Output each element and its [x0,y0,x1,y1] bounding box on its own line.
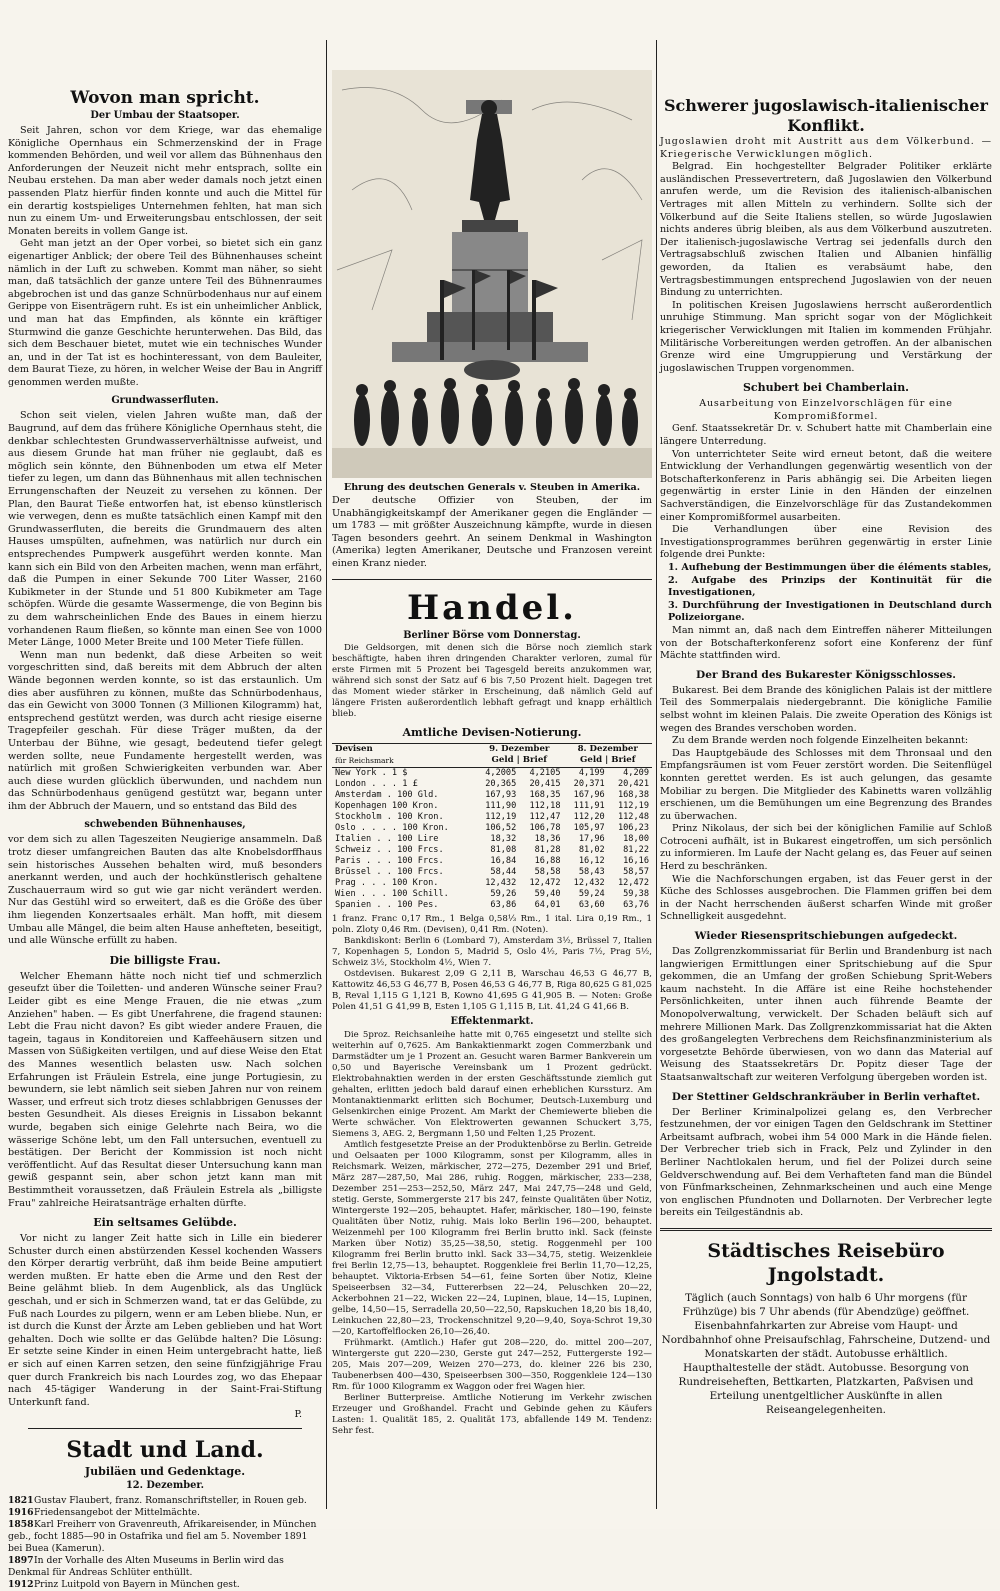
table-cell: 58,58 [534,866,561,877]
table-cell: 16,12 [578,855,605,866]
paragraph: Geht man jetzt an der Oper vorbei, so bietet sich ein ganz eigenartiger Anblick; der obere Teil des Bühnenhauses scheint nämlich in der Luft zu schweben. Kommt man näher, so sieht man, daß tatsächlich der ganze untere Teil des Bühnenraumes abgebrochen ist und das ganze Schnürbodenhaus nur auf einem Gerippe von Eisenträgern ruht. Es ist ein unheimlicher Anblick, und man hat das Empfinden, als könnte ein kräftiger Sturmwind die ganze Geschichte herunterwehen. Das Bild, das sich dem Beschauer bietet, mutet wie ein technisches Wunder an, und in der Tat ist es hochinteressant, von dem Bauleiter, dem Baurat Tieze, zu hören, in welcher Weise der Bau in Angriff genommen werden mußte. [8,238,322,388]
section-heading: Grundwasserfluten. [111,395,219,407]
paragraph: Vor nicht zu langer Zeit hatte sich in Lille ein biederer Schuster durch einen abstürzenden Kessel kochenden Wassers den Körper derartig verbrüht, daß ihm beide Beine amputiert werden mußten. Er hatte eben die Arme und den Rest der Beine gelähmt blieb. In dem Augenblick, als das Unglück geschah, und er sich in Schmerzen wand, tat er das Gelübde, zu Fuß nach Lourdes zu pilgern, wenn er am Leben bliebe. Nun, er ist durch die Kunst der Ärzte am Leben geblieben und hat Wort gehalten. Doch wie sollte er das Gelübde halten? Die Lösung: Er setzte seine Kinder in einen Heim untergebracht hatte, ließ er sich auf einen Karren setzen, den seine fünfzigjährige Frau quer durch Frankreich bis nach Lourdes zog, wo das Ehepaar nach 45-tägiger Wanderung in der Saint-Frai-Stiftung Unterkunft fand. [8,1233,322,1408]
table-cell: 167,93 [485,789,517,800]
table-cell: 20,421 [617,778,649,789]
table-cell: 58,44 [490,866,517,877]
table-cell: 63,76 [623,899,649,910]
article-heading: Ein seltsames Gelübde. [93,1216,237,1230]
table-cell: 4,2005 [485,767,517,778]
table-cell: Spanien . . 100 Pes. [335,899,439,910]
table-row [332,823,652,834]
list-item: 3. Durchführung der Investigationen in Deutschland durch Polizeiorgane. [668,599,992,624]
table-cell: 18,32 [490,833,517,844]
table-cell: 16,84 [490,855,517,866]
anniversary-text: In der Vorhalle des Alten Museums in Berlin wird das Denkmal für Andreas Schlüter enthüllt. [8,1555,284,1579]
table-cell: Wien . . . 100 Schill. [335,888,449,899]
table-cell: 18,00 [623,833,649,844]
table-cell: 106,52 [485,822,517,833]
table-row [332,812,652,823]
table-cell: 59,24 [578,888,605,899]
paragraph: Das Zollgrenzkommissariat für Berlin und Brandenburg ist nach langwierigen Ermittlungen einer Spritschiebung auf die Spur gekommen, die an Umfang der großen Schiebung Sprit-Webers kaum nachsteht. In die Affäre ist eine Reihe hochstehender Persönlichkeiten, unter ihnen auch führende Beamte der Monopolverwaltung, verwickelt. Der Schaden beläuft sich auf mehrere Millionen Mark. Das Zollgrenzkommissariat hat die Akten des großangelegten Verbrechens dem Reichsfinanzministerium als vorgesetzte Behörde überwiesen, von wo dann das Material auf Weisung des Staatssekretärs Dr. Popitz dieser Tage der Staatsanwaltschaft zur weiteren Verfolgung übergeben worden ist. [660,946,992,1083]
column-rule [326,40,327,1509]
paragraph: Die Verhandlungen über eine Revision des Investigationsprogrammes berühren gegenwärtig in erster Linie folgende drei Punkte: [660,524,992,561]
section-heading: schwebenden Bühnenhauses, [84,819,246,831]
anniversary-text: Prinz Luitpold von Bayern in München gest. [34,1579,240,1591]
table-cell: 112,19 [617,800,649,811]
table-cell: 16,16 [623,855,649,866]
paragraph: Genf. Staatssekretär Dr. v. Schubert hatte mit Chamberlain eine längere Unterredung. [660,423,992,448]
table-cell: 168,38 [617,789,649,800]
paragraph: Belgrad. Ein hochgestellter Belgrader Politiker erklärte ausländischen Pressevertretern, daß Jugoslawien den Völkerbund anrufen werde, um die Revision des italienisch-albanischen Vertrages mit allen Mitteln zu verhindern. Sollte sich der Völkerbund auf die Seite Italiens stellen, so würde Jugoslawien nichts anderes übrig bleiben, als aus dem Völkerbund auszutreten. Der italienisch-jugoslawische Vertrag sei jedenfalls durch den Vertragsabschluß zwischen Italien und Albanien hinfällig geworden, da Italien es verabsäumt habe, den Vertragsbestimmungen entsprechend Jugoslawien von der neuen Bindung zu unterrichten. [660,161,992,299]
table-cell: Paris . . . 100 Frcs. [335,855,444,866]
table-cell: London . . . 1 £ [335,778,418,789]
table-cell: 112,20 [573,811,605,822]
list-item: 1. Aufhebung der Bestimmungen über die éléments stables, [668,562,992,573]
paragraph: Man nimmt an, daß nach dem Eintreffen näherer Mitteilungen von der Botschafterkonferenz sofort eine Konferenz der fünf Mächte stattfinden wird. [660,624,992,662]
column-middle [332,0,652,1529]
table-row [332,878,652,889]
paragraph: Der Berliner Kriminalpolizei gelang es, den Verbrecher festzunehmen, der vor einigen Tagen den Geldschrank im Stettiner Arbeitsamt aufbrach, wobei ihm 54 000 Mark in die Hände fielen. Der Verbrecher trieb sich in Frack, Pelz und Zylinder in den Berliner Nachtlokalen herum, und fiel der Polizei durch seine Geldverschwendung auf. Bei dem Verhafteten fand man die Bündel von Fünfmarkscheinen, Zehnmarkscheinen und auch eine Menge von englischen Pfundnoten und Dollarnoten. Der Verbrecher legte bereits ein Teilgeständnis ab. [660,1106,992,1219]
paragraph: Ostdevisen. Bukarest 2,09 G 2,11 B, Warschau 46,53 G 46,77 B, Kattowitz 46,53 G 46,77 B, Posen 46,53 G 46,77 B, Riga 80,625 G 81,025 B, Reval 1,115 G 1,121 B, Kowno 41,695 G 41,905 B. — Noten: Große Polen 41,51 G 41,99 B, Esten 1,105 G 1,115 B, Lit. 41,24 G 41,66 B. [332,968,652,1012]
article-lead: Ausarbeitung von Einzelvorschlägen für eine Kompromißformel. [699,398,953,422]
table-cell: Amsterdam . 100 Gld. [335,789,439,800]
article-heading: Der Brand des Bukarester Königsschlosses. [696,668,956,681]
table-cell: 63,60 [578,899,605,910]
table-cell: 4,199 [578,767,605,778]
ad-text: Täglich (auch Sonntags) von halb 6 Uhr morgens (für Frühzüge) bis 7 Uhr abends (für Abendzüge) geöffnet. Eisenbahnfahrkarten zur Abreise vom Haupt- und Nordbahnhof ohne Preisaufschlag, Fahrscheine, Dutzend- und Monatskarten der städt. Autobusse erhältlich. Haupthaltestelle der städt. Autobusse. Besorgung von Rundreiseheften, Bettkarten, Platzkarten, Paßvisen und Erteilung unentgeltlicher Auskünfte in allen Reiseangelegenheiten. [661,1291,991,1416]
table-cell: 81,08 [490,844,517,855]
table-cell: Italien . . 100 Lire [335,833,439,844]
table-cell: 112,47 [529,811,561,822]
table-row [332,889,652,900]
table-cell: 106,23 [617,822,649,833]
paragraph: Amtlich festgesetzte Preise an der Produktenbörse zu Berlin. Getreide und Oelsaaten per 1000 Kilogramm, sonst per Kilogramm, alles in Reichsmark. Weizen, märkischer, 272—275, Dezember 291 und Brief, März 287—287,50, Mai 286, ruhig. Roggen, märkischer, 233—238, Dezember 251—253—252,50, März 247, Mai 247,75—248 und Geld, stetig. Gerste, Sommergerste 217 bis 247, feinste Qualitäten über Notiz, Wintergerste 192—205, behauptet. Hafer, märkischer, 180—190, feinste Qualitäten über Notiz, ruhig. Mais loko Berlin 196—200, behauptet. Weizenmehl per 100 Kilogramm frei Berlin brutto inkl. Sack (feinste Marken über Notiz) 35,25—38,50, stetig. Roggenmehl per 100 Kilogramm frei Berlin brutto inkl. Sack 33—34,75, stetig. Weizenkleie frei Berlin 12,75—13, behauptet. Roggenkleie frei Berlin 11,70—12,25, behauptet. Viktoria-Erbsen 54—61, feine Sorten über Notiz, Kleine Speiseerbsen 32—34, Futtererbsen 22—24, Peluschken 20—22, Ackerbohnen 21—22, Wicken 22—24, Lupinen, blaue, 14—15, Lupinen, gelbe, 14,50—15, Serradella 20,50—22,50, Rapskuchen 18,20 bis 18,40, Leinkuchen 22,80—23, Trockenschnitzel 9,20—9,40, Soya-Schrot 19,30—20, Kartoffelflocken 26,10—26,40. [332,1139,652,1337]
anniversary-item [8,1507,322,1519]
anniversary-list [8,1495,322,1591]
paragraph: In politischen Kreisen Jugoslawiens herrscht außerordentlich unruhige Stimmung. Man spricht sogar von der Möglichkeit kriegerischer Verwicklungen mit Italien im kommenden Frühjahr. Militärische Vorbereitungen werden getroffen. An der albanischen Grenze wird eine Umgruppierung und Verstärkung der jugoslawischen Truppen vorgenommen. [660,299,992,374]
anniversary-item [8,1579,322,1591]
table-cell: 59,26 [490,888,517,899]
section-subtitle: Berliner Börse vom Donnerstag. [403,629,581,641]
table-cell: 59,38 [623,888,649,899]
anniversary-text: Karl Freiherr von Gravenreuth, Afrikareisender, in München geb., focht 1885—90 in Ostafrika und fiel am 5. November 1891 bei Buea (Kamerun). [8,1519,317,1555]
table-cell: 4,2105 [529,767,561,778]
photo-caption-title: Ehrung des deutschen Generals v. Steuben in Amerika. [343,482,641,493]
column-header: 9. Dezember Geld | Brief [475,743,563,767]
table-cell: 112,19 [485,811,517,822]
table-cell: Brüssel . . 100 Frcs. [335,866,444,877]
table-title: Amtliche Devisen-Notierung. [402,725,582,739]
table-row [332,867,652,878]
anniversary-item [8,1495,322,1507]
table-cell: 58,43 [578,866,605,877]
table-cell: 17,96 [578,833,605,844]
table-cell: 111,91 [573,800,605,811]
steuben-illustration [332,70,652,478]
article-heading: Schubert bei Chamberlain. [742,381,910,395]
table-cell: 20,371 [573,778,605,789]
table-row [332,900,652,911]
section-heading: Effektenmarkt. [450,1015,534,1027]
anniversary-text: Gustav Flaubert, franz. Romanschriftsteller, in Rouen geb. [34,1495,307,1507]
paragraph: Frühmarkt. (Amtlich.) Hafer gut 208—220, do. mittel 200—207, Wintergerste gut 220—230, Gerste gut 247—252, Futtergerste 192—205, Mais 207—209, Weizen 270—273, do. kleiner 226 bis 230, Taubenerbsen 400—430, Speiseerbsen 300—350, Roggenkleie 124—130 Rm. für 1000 Kilogramm ex Waggon oder frei Wagen hier. [332,1337,652,1392]
table-cell: 64,01 [534,899,561,910]
article-lead: Jugoslawien droht mit Austritt aus dem Völkerbund. — Kriegerische Verwicklungen möglich. [660,136,992,160]
paragraph: Von unterrichteter Seite wird erneut betont, daß die weitere Entwicklung der Verhandlungen gegenwärtig wesentlich von der Botschafterkonferenz in Paris abhängig sei. Die Arbeiten liegen gegenwärtig in erster Linie in den Händen der einzelnen Sachverständigen, die Einzelvorschläge für das Zustandekommen einer Kompromißformel ausarbeiten. [660,448,992,523]
section-subtitle: Jubiläen und Gedenktage. [84,1465,246,1479]
table-cell: 20,365 [485,778,517,789]
table-cell: 63,86 [490,899,517,910]
table-cell: 58,57 [623,866,649,877]
table-cell: 12,472 [617,877,649,888]
table-cell: 16,88 [534,855,561,866]
paragraph: Zu dem Brande werden noch folgende Einzelheiten bekannt: [672,735,969,747]
date-line: 12. Dezember. [125,1480,205,1492]
paragraph: Seit Jahren, schon vor dem Kriege, war das ehemalige Königliche Opernhaus ein Schmerzenskind der in Frage kommenden Behörden, und weil vor allem das Bühnenhaus den Anforderungen der Neuzeit nicht mehr entsprach, sollte ein Neubau erstehen. Da man aber weder damals noch jetzt einen passenden Platz hierfür finden konnte und auch die Mittel für ein derartig kostspieliges Unternehmen fehlten, hat man sich nun zu einem Um- und Erweiterungsbau entschlossen, der seit Monaten bereits in vollem Gange ist. [8,125,322,237]
table-cell: Schweiz . . 100 Frcs. [335,844,444,855]
table-cell: New York . 1 $ [335,767,408,778]
divider [332,579,652,580]
table-row [332,767,652,779]
anniversary-item [8,1555,322,1579]
table-cell: 59,40 [534,888,561,899]
anniversary-item [8,1519,322,1555]
column-rule [656,40,657,1509]
column-header: Devisen für Reichsmark [332,743,475,767]
table-cell: 81,28 [534,844,561,855]
section-title: Handel. [406,587,578,628]
table-cell: 12,472 [529,877,561,888]
monument-engraving [332,70,652,478]
table-cell: 106,78 [529,822,561,833]
column-header: 8. Dezember Geld | Brief [564,743,653,767]
divider [28,1428,302,1429]
table-cell: 168,35 [529,789,561,800]
table-cell: Kopenhagen 100 Kron. [335,800,439,811]
anniversary-text: Friedensangebot der Mittelmächte. [34,1507,200,1519]
currency-table [332,743,652,911]
article-title: Schwerer jugoslawisch-italienischer Konflikt. [664,96,988,135]
paragraph: Wenn man nun bedenkt, daß diese Arbeiten so weit vorgeschritten sind, daß bereits mit dem Abbruch der alten Wände begonnen werden konnte, so ist das erstaunlich. Um dies aber ausführen zu können, mußte das Schnürbodenhaus, das ein Gewicht von 3000 Tonnen (3 Millionen Kilogramm) hat, entsprechend gestützt werden, was durch acht riesige eiserne Tragepfeiler geschah. Für diese Träger mußten, da der Unterbau der Bühne, wie gesagt, bedeutend tiefer gelegt werden sollte, neue Fundamente hergestellt werden, was natürlich mit großen Schwierigkeiten verbunden war. Aber auch diese wurden glücklich überwunden, und nachdem nun das Schnürbodenhaus genügend gestützt war, begann unter ihm der Abbruch der Mauern, und so entstand das Bild des [8,649,322,812]
author-signoff: P. [294,1409,302,1421]
article-heading: Der Stettiner Geldschrankräuber in Berlin verhaftet. [671,1090,981,1103]
table-cell: 12,432 [485,877,517,888]
paragraph: Die 5proz. Reichsanleihe hatte mit 0,765 eingesetzt und stellte sich weiterhin auf 0,7625. Am Bankaktienmarkt zogen Commerzbank und Darmstädter um je 1 Prozent an. Gesucht waren Barmer Bankverein um 0,50 und Bayerische Vereinsbank um 1 Prozent gedrückt. Elektrobahnaktien werden in der ersten Geschäftsstunde ziemlich gut gehalten, erlitten jedoch bald darauf einen erheblichen Kurssturz. Am Montanaktienmarkt erlitten sich Bochumer, Deutsch-Luxemburg und Gelsenkirchen einige Prozent. Am Markt der Chemiewerte blieben die Werte schwächer. Von Elektrowerten gewannen Schuckert 3,75, Siemens 3, AEG. 2, Bergmann 1,50 und Felten 1,25 Prozent. [332,1029,652,1139]
list-item: 2. Aufgabe des Prinzips der Kontinuität für die Investigationen, [668,574,992,599]
paragraph: Bukarest. Bei dem Brande des königlichen Palais ist der mittlere Teil des Sommerpalais niedergebrannt. Die königliche Familie selbst wohnt im kleinen Palais. Die zweite Operation des Königs ist wegen des Brandes verschoben worden. [660,684,992,734]
paragraph: Die Geldsorgen, mit denen sich die Börse noch ziemlich stark beschäftigte, haben ihren dringenden Charakter verloren, zumal für erste Firmen mit 5 Prozent bei Tagesgeld bereits anzukommen war, während sich sonst der Satz auf 6 bis 7,50 Prozent hielt. Dagegen tret das Moment wieder stärker in Erscheinung, daß nämlich Geld auf längere Fristen außerordentlich lebhaft gefragt und knapp erhältlich blieb. [332,642,652,719]
table-row [332,834,652,845]
table-cell: 112,18 [529,800,561,811]
table-row [332,856,652,867]
article-subtitle: Der Umbau der Staatsoper. [90,110,240,121]
paragraph: Das Hauptgebäude des Schlosses mit dem Thronsaal und den Empfangsräumen ist vom Feuer zerstört worden. Die Seitenflügel konnten gerettet werden. Es ist auch gelungen, das gesamte Mobiliar zu bergen. Die Mitglieder des Kabinetts waren vollzählig erschienen, um die Bemühungen um eine Begrenzung des Brandes zu überwachen. [660,747,992,822]
table-cell: 81,22 [623,844,649,855]
paragraph: Wie die Nachforschungen ergaben, ist das Feuer gerst in der Küche des Schlosses ausgebrochen. Die Flammen griffen bei dem in der Nacht herrschenden äußerst scharfen Winde mit großer Schnelligkeit ausgedehnt. [660,873,992,923]
anniversary-year: 1897 [8,1555,34,1567]
table-cell: 20,415 [529,778,561,789]
table-cell: 4,209 [623,767,649,778]
paragraph: Schon seit vielen, vielen Jahren wußte man, daß der Baugrund, auf dem das frühere Königliche Opernhaus steht, die denkbar schlechtesten Grundwasserverhältnisse aufweist, und aus diesem Grunde hat man früher nie geglaubt, daß es möglich sein könnte, den Bühnenboden um etwa elf Meter tiefer zu legen, um dann das Bühnenhaus mit allen technischen Errungenschaften der Neuzeit zu versehen zu können. Der Plan, den Baurat Tieße entworfen hat, ist ebenso künstlerisch wie verwegen, denn es mußte tatsächlich einen Kampf mit den Grundwasserfluten, die bereits die Grundmauern des alten Hauses umspülten, aufnehmen, was natürlich nur durch ein entsprechendes Pumpwerk ausgeführt werden konnte. Man kann sich ein Bild von den Arbeiten machen, wenn man erfährt, daß die Pumpen in einer Sekunde 700 Liter Wasser, 2160 Kubikmeter in der Stunde und 51 800 Kubikmeter am Tage schöpfen. Würde die gesamte Wassermenge, die von Beginn bis zu dem wahrscheinlichen Ende des Baues in einem hierzu vorhandenen Raum fließen, so könnte man einen See von 1000 Meter Länge, 1000 Meter Breite und 100 Meter Tiefe füllen. [8,410,322,649]
anniversary-year: 1821 [8,1495,34,1507]
column-title: Wovon man spricht. [70,88,260,108]
column-right [660,0,992,1529]
photo-caption-text: Der deutsche Offizier von Steuben, der im Unabhängigkeitskampf der Amerikaner gegen die Engländer — um 1783 — mit größter Auszeichnung kämpfte, wurde in diesen Tagen besonders geehrt. An seinem Denkmal in Washington (Amerika) legten Amerikaner, Deutsche und Franzosen vereint einen Kranz nieder. [332,495,652,569]
paragraph: vor dem sich zu allen Tageszeiten Neugierige ansammeln. Daß trotz dieser umfangreichen Bauten das alte Knobelsdorffhaus sein historisches Aussehen behalten wird, muß besonders anerkannt werden, und auch der hochkünstlerisch gehaltene Zuschauerraum wird so gut wie gar nicht verändert werden. Nur das Gestühl wird so erweitert, daß es die Größe des über ihm liegenden Konzertsaales erhält. Man hofft, mit diesem Umbau alle Mängel, die beim alten Hause anhefteten, beseitigt, und alle Wünsche erfüllt zu haben. [8,834,322,947]
table-cell: 112,48 [617,811,649,822]
paragraph: Bankdiskont: Berlin 6 (Lombard 7), Amsterdam 3½, Brüssel 7, Italien 7, Kopenhagen 5, London 5, Madrid 5, Oslo 4½, Paris 7½, Prag 5½, Schweiz 3½, Stockholm 4½, Wien 7. [332,935,652,968]
table-cell: 12,432 [573,877,605,888]
anniversary-year: 1912 [8,1579,34,1591]
table-row [332,801,652,812]
paragraph: 1 franz. Franc 0,17 Rm., 1 Belga 0,58⅓ Rm., 1 ital. Lira 0,19 Rm., 1 poln. Zloty 0,46 Rm. (Devisen), 0,41 Rm. (Noten). [332,913,652,935]
table-cell: 111,90 [485,800,517,811]
table-row [332,845,652,856]
paragraph: Prinz Nikolaus, der sich bei der königlichen Familie auf Schloß Cotroceni aufhält, ist in Bukarest eingetroffen, um sich persönlich zu informieren. Im Laufe der Nacht gelang es, das Feuer auf seinen Herd zu beschränken. [660,823,992,873]
table-row [332,790,652,801]
advertisement [660,1228,992,1417]
table-cell: 81,02 [578,844,605,855]
table-row [332,779,652,790]
paragraph: Welcher Ehemann hätte noch nicht tief und schmerzlich geseufzt über die Toiletten- und anderen Wünsche seiner Frau? Leider gibt es eine Menge Frauen, die nie etwas „zum Anziehen" haben. — Es gibt Unerfahrene, die fragend staunen: Lebt die Frau nicht davon? Es gibt wieder andere Frauen, die tagein, tagaus in Konditoreien und Kaffeehäusern sitzen und Massen von Süßigkeiten vertilgen, und auf diese Weise den Etat des Mannes wesentlich belasten usw. Nach solchen Erfahrungen ist Fräulein Estrela, eine junge Portugiesin, zu bewundern, sie lebt nämlich seit sieben Jahren nur von reinem Wasser, und erfreut sich trotz dieses schlabbrigen Genusses der besten Gesundheit. Als dieses Ereignis in Lissabon bekannt wurde, begaben sich einige Gelehrte nach Beira, wo die wässerige Schöne lebt, um den Fall untersuchen, eventuell zu bestätigen. Der Bericht der Kommission ist noch nicht veröffentlicht. Auf das Resultat dieser Untersuchung kann man gewiß gespannt sein, aber schon jetzt kann man mit Bestimmtheit voraussetzen, daß Fräulein Estrela als „billigste Frau" zahlreiche Heiratsanträge erhalten dürfte. [8,970,322,1209]
column-left [8,0,322,1591]
table-cell: Stockholm . 100 Kron. [335,811,444,822]
article-heading: Wieder Riesenspritschiebungen aufgedeckt. [694,930,958,943]
table-cell: 167,96 [573,789,605,800]
table-cell: 105,97 [573,822,605,833]
article-heading: Die billigste Frau. [109,953,221,967]
table-cell: Oslo . . . . 100 Kron. [335,822,449,833]
ad-title: Städtisches Reisebüro Jngolstadt. [707,1239,945,1286]
table-cell: 18,36 [534,833,561,844]
anniversary-year: 1858 [8,1519,34,1531]
anniversary-year: 1916 [8,1507,34,1519]
table-cell: Prag . . . 100 Kron. [335,877,439,888]
section-title: Stadt und Land. [66,1437,264,1464]
paragraph: Berliner Butterpreise. Amtliche Notierung im Verkehr zwischen Erzeuger und Großhandel. Fracht und Gebinde gehen zu Käufers Lasten: 1. Qualität 185, 2. Qualität 173, abfallende 149 M. Tendenz: Sehr fest. [332,1392,652,1436]
numbered-list [660,562,992,625]
